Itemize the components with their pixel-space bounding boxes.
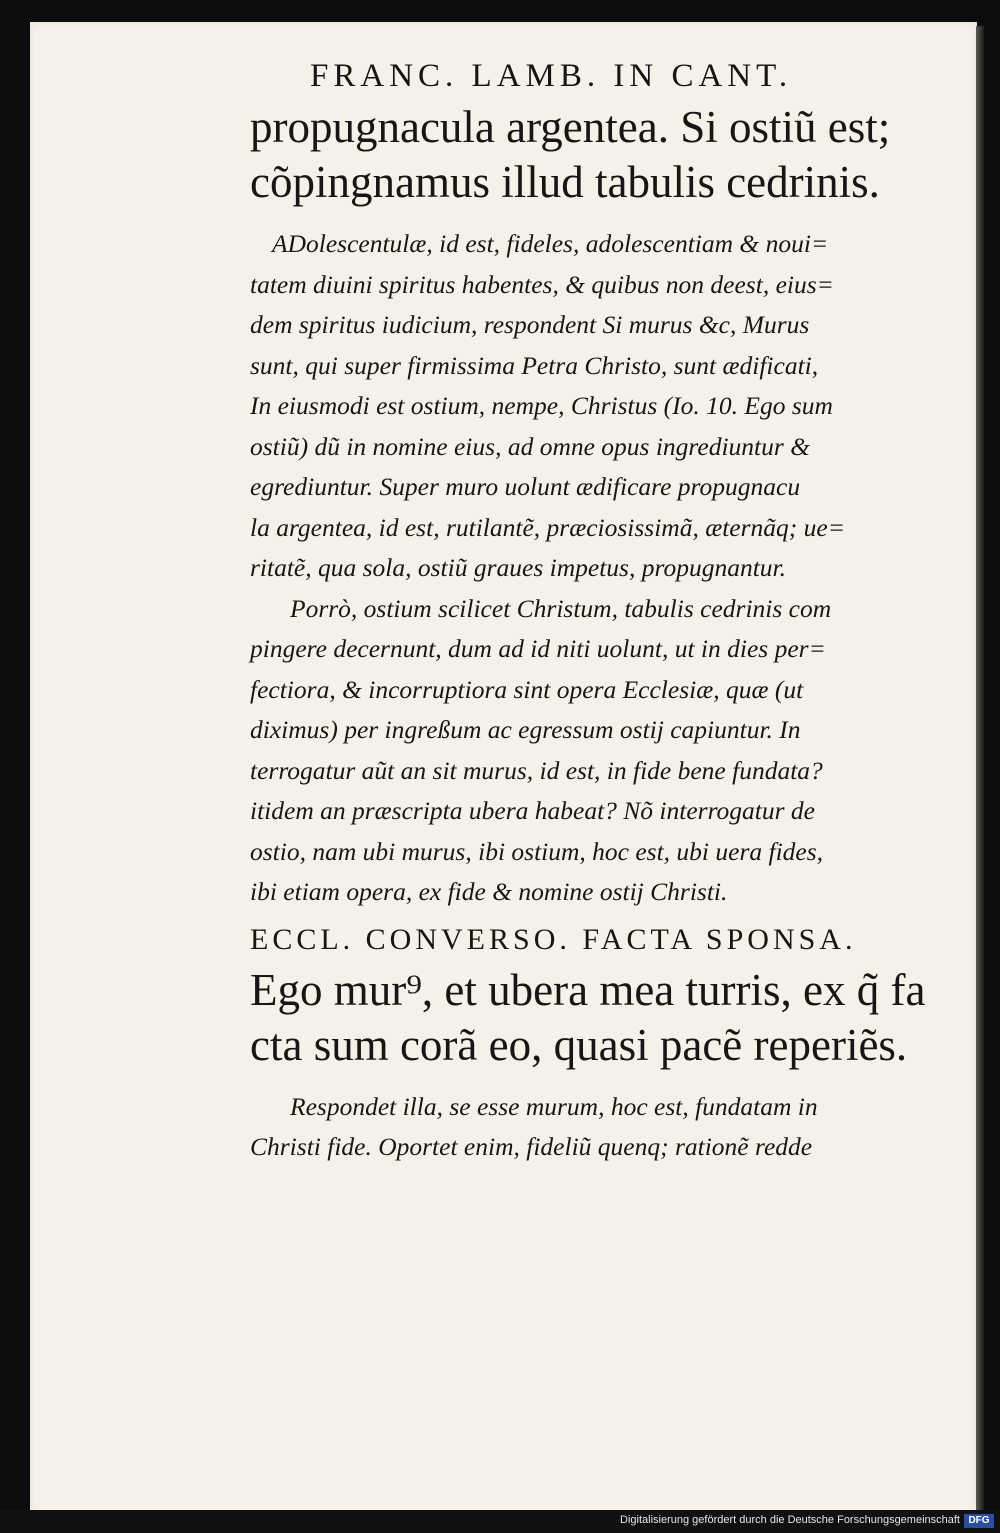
text-line: Christi fide. Oportet enim, fideliũ quenq; rationẽ redde [250,1132,813,1161]
commentary-paragraph-1 [250,224,915,589]
text-line: Porrò, ostium scilicet Christum, tabulis cedrinis com [290,593,832,623]
text-line: terrogatur aũt an sit murus, id est, in fide bene fundata? [250,755,823,785]
funding-credit: Digitalisierung gefördert durch die Deutsche Forschungsgemeinschaft [620,1514,960,1526]
text-line: ritatẽ, qua sola, ostiũ graues impetus, propugnantur. [250,553,786,582]
verse-line: propugnacula argentea. Si ostiũ est; [250,102,891,152]
text-line: Respondet illa, se esse murum, hoc est, fundatam in [290,1091,818,1121]
text-line: ostiũ) dũ in nomine eius, ad omne opus ingrediuntur & [250,431,811,461]
text-line: tatem diuini spiritus habentes, & quibus non deest, eius= [250,269,834,299]
text-line: ADolescentulæ, id est, fideles, adolescentiam & noui= [272,229,829,258]
commentary-paragraph-3 [250,1087,915,1168]
text-line: dem spiritus iudicium, respondent Si murus &c, Murus [250,310,810,339]
text-line: In eiusmodi est ostium, nempe, Christus (Io. 10. Ego sum [250,391,833,420]
text-line: ostio, nam ubi murus, ibi ostium, hoc est, ubi uera fides, [250,836,824,866]
verse-bottom [250,963,926,1073]
verse-line: cõpingnamus illud tabulis cedrinis. [250,157,880,207]
section-heading: ECCL. CONVERSO. FACTA SPONSA. [250,922,857,956]
commentary-paragraph-2 [250,589,915,913]
verse-line: cta sum corã eo, quasi pacẽ reperiẽs. [250,1019,908,1070]
text-line: la argentea, id est, rutilantẽ, præciosissimã, æternãq; ue= [250,512,845,542]
verse-line: Ego mur⁹, et ubera mea turris, ex q̃ fa [250,964,926,1015]
page-body [250,100,926,1168]
running-head: FRANC. LAMB. IN CANT. [310,58,793,94]
text-line: egrediuntur. Super muro uolunt ædificare propugnacu [250,472,801,501]
text-line: diximus) per ingreßum ac egressum ostij capiuntur. In [250,715,801,744]
text-line: sunt, qui super firmissima Petra Christo, sunt ædificati, [250,350,819,380]
dfg-logo: DFG [964,1514,994,1528]
text-line: itidem an præscripta ubera habeat? Nõ interrogatur de [250,796,815,825]
text-line: pingere decernunt, dum ad id niti uolunt, ut in dies per= [250,634,826,663]
text-line: ibi etiam opera, ex fide & nomine ostij Christi. [250,877,728,906]
page-edge [976,26,984,1516]
verse-top [250,100,915,210]
text-line: fectiora, & incorruptiora sint opera Ecclesiæ, quæ (ut [250,674,804,704]
